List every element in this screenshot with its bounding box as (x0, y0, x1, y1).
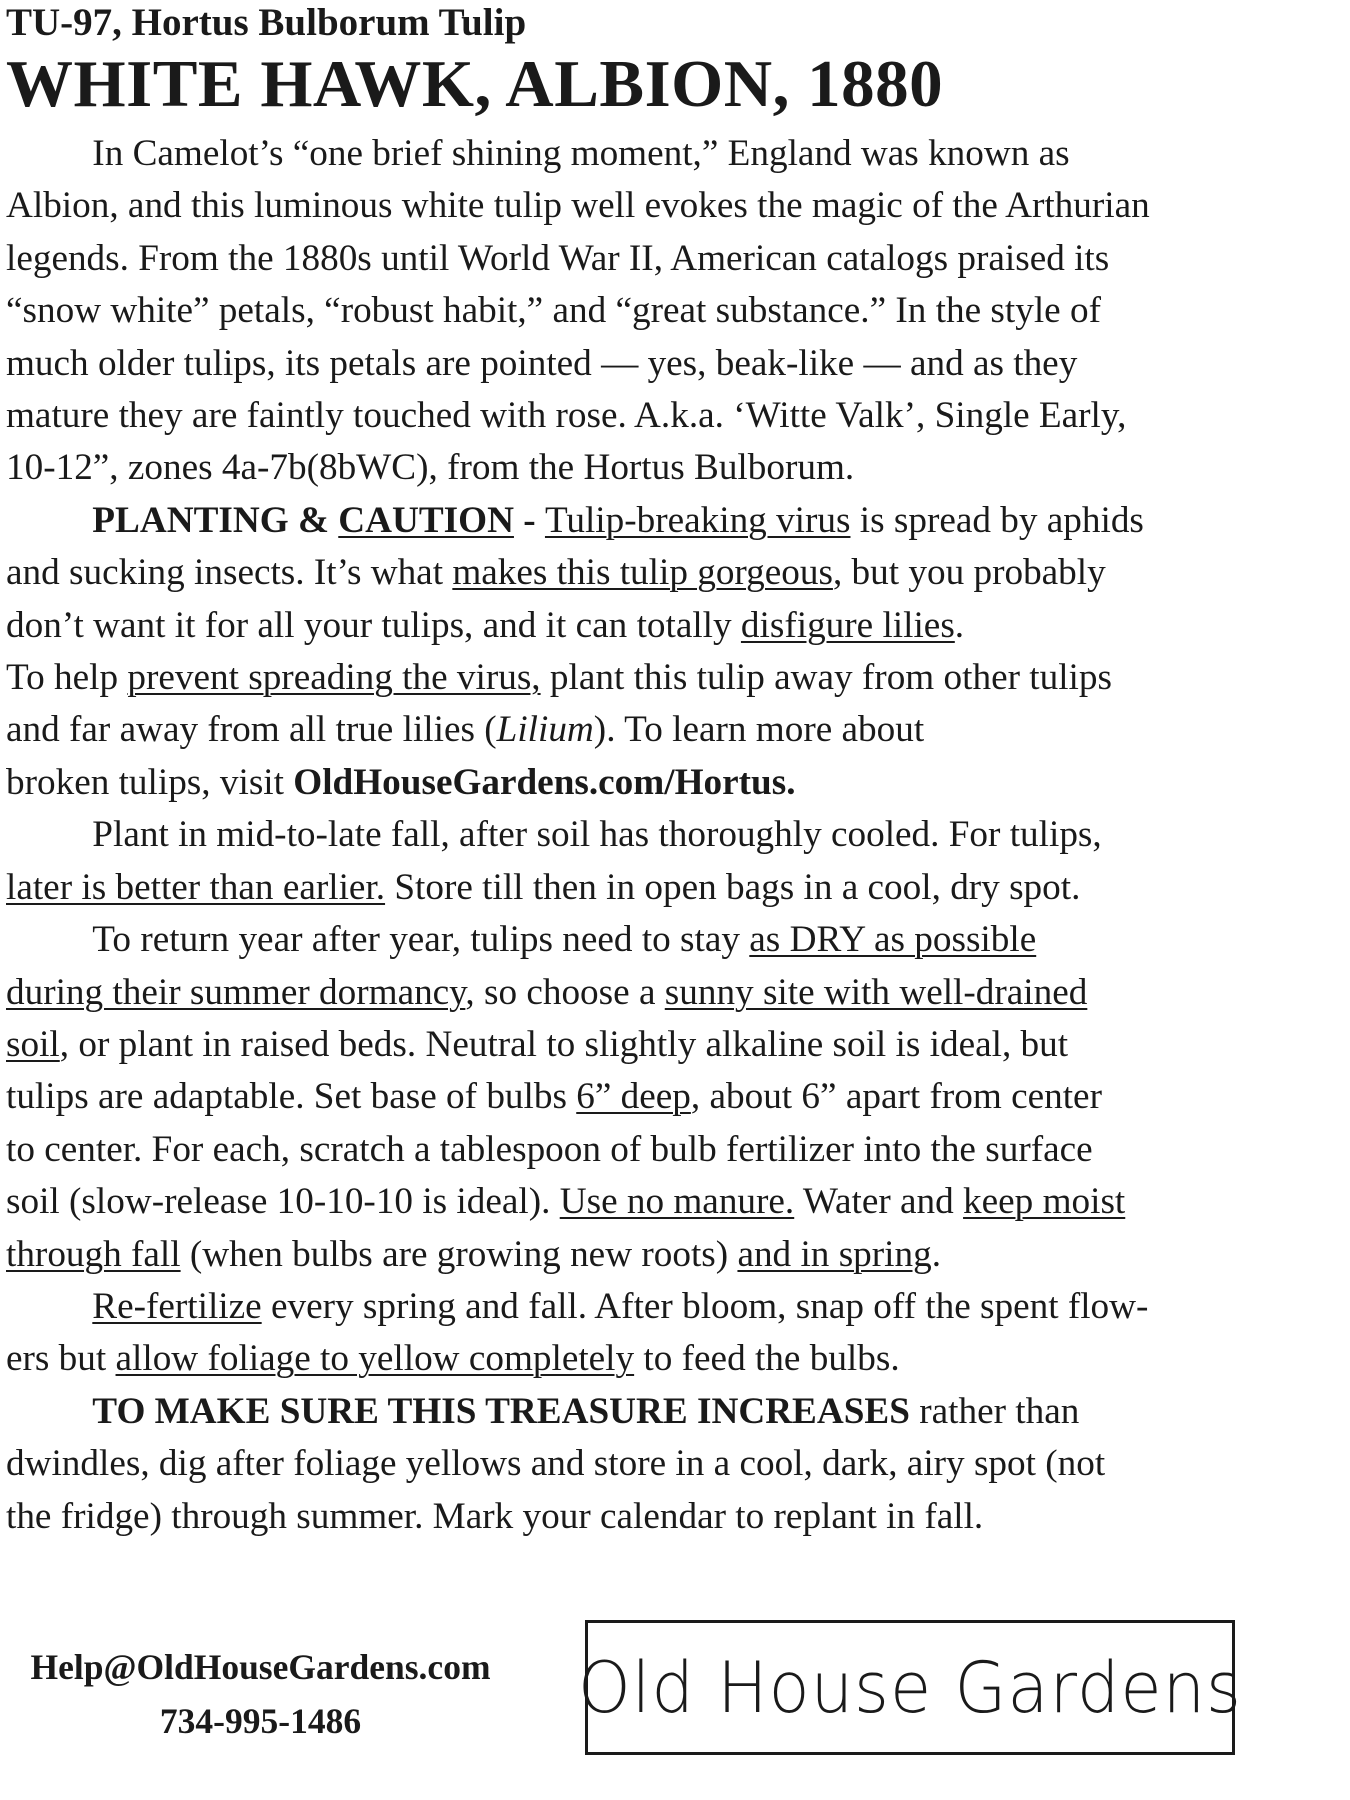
text-run: rather than (909, 1390, 1080, 1432)
text-run: In Camelot’s “one brief shining moment,” England was known as (92, 133, 1070, 174)
contact-email[interactable]: Help@OldHouseGardens.com (30, 1647, 491, 1687)
text-run: plant this tulip away from other tulips (540, 657, 1112, 699)
text-run: To help (6, 657, 128, 699)
text-run: (when bulbs are growing new roots) (180, 1233, 738, 1275)
text-run: to feed the bulbs. (634, 1338, 900, 1380)
text-line (6, 547, 1296, 599)
text-run: is spread by aphids (850, 499, 1144, 541)
text-run: the fridge) through summer. Mark your calendar to replant in fall. (6, 1495, 984, 1537)
text-line (6, 1491, 1296, 1543)
text-line (6, 1438, 1296, 1490)
text-run: tulips are adaptable. Set base of bulbs (6, 1076, 577, 1118)
text-run: , so choose a (465, 971, 665, 1013)
text-run: . (954, 604, 965, 646)
emphasis-underlined: sunny site with well-drained (664, 971, 1088, 1013)
text-run: . (931, 1233, 942, 1275)
text-run: soil (slow-release 10-10-10 is ideal). (6, 1181, 560, 1223)
emphasis-underlined: Re-fertilize (92, 1285, 262, 1327)
emphasis-underlined: through fall (6, 1233, 181, 1275)
text-run: every spring and fall. After bloom, snap off the spent flow- (261, 1285, 1149, 1327)
text-run: broken tulips, visit (6, 761, 294, 803)
text-run: , but you probably (832, 552, 1106, 594)
text-run: , about 6” apart from center (690, 1076, 1102, 1118)
emphasis-underlined: later is better than earlier. (6, 866, 386, 908)
text-run: Albion, and this luminous white tulip well evokes the magic of the Arthurian (6, 185, 1150, 227)
emphasis-underlined: soil (6, 1023, 60, 1065)
text-run: To return year after year, tulips need to stay (92, 919, 750, 961)
page-title: WHITE HAWK, ALBION, 1880 (6, 47, 944, 121)
text-line (6, 1124, 1296, 1176)
text-line (6, 600, 1296, 652)
emphasis-bold: - (513, 499, 545, 541)
text-run: ). To learn more about (593, 709, 925, 751)
text-line (6, 285, 1296, 337)
text-line (6, 1333, 1296, 1385)
emphasis-underlined: Tulip-breaking virus (544, 499, 851, 541)
text-line (6, 338, 1296, 390)
text-run: ers but (6, 1338, 116, 1380)
text-run: 10-12”, zones 4a-7b(8bWC), from the Hortus Bulborum. (6, 447, 855, 489)
text-run: Water and (794, 1181, 964, 1223)
text-line (6, 1229, 1296, 1281)
text-line (6, 442, 1296, 494)
text-line (6, 1281, 1296, 1333)
emphasis-underlined: allow foliage to yellow completely (115, 1338, 635, 1380)
text-run: and far away from all true lilies ( (6, 709, 497, 751)
description-text (6, 128, 1306, 1543)
seed-packet-back (6, 0, 1306, 1543)
text-run: , or plant in raised beds. Neutral to slightly alkaline soil is ideal, but (59, 1023, 1069, 1065)
emphasis-underlined: 6” deep (576, 1076, 691, 1118)
contact-block (8, 1640, 513, 1748)
text-run: don’t want it for all your tulips, and it can totally (6, 604, 741, 646)
contact-phone: 734-995-1486 (159, 1701, 362, 1741)
emphasis-underlined: prevent spreading the virus, (127, 657, 541, 699)
emphasis-underlined: makes this tulip gorgeous (452, 552, 833, 594)
text-line (6, 180, 1296, 232)
text-line (6, 914, 1296, 966)
text-line (6, 390, 1296, 442)
text-line (6, 495, 1296, 547)
text-line (6, 862, 1296, 914)
emphasis-underlined: disfigure lilies (740, 604, 955, 646)
emphasis-bold: PLANTING & (92, 499, 339, 541)
text-run: “snow white” petals, “robust habit,” and “great substance.” In the style of (6, 290, 1101, 332)
text-line (6, 809, 1296, 861)
text-run: mature they are faintly touched with rose. A.k.a. ‘Witte Valk’, Single Early, (6, 395, 1127, 437)
emphasis-underlined: during their summer dormancy (6, 971, 466, 1013)
product-code-line: TU-97, Hortus Bulborum Tulip (6, 1, 527, 44)
text-run: legends. From the 1880s until World War II, American catalogs praised its (6, 237, 1110, 279)
text-run: Store till then in open bags in a cool, dry spot. (385, 866, 1081, 908)
text-line (6, 1019, 1296, 1071)
emphasis-italic: Lilium (496, 709, 594, 751)
text-run: Plant in mid-to-late fall, after soil has thoroughly cooled. For tulips, (92, 814, 1102, 856)
emphasis-underlined: keep moist (963, 1181, 1126, 1223)
text-line (6, 1071, 1296, 1123)
text-run: to center. For each, scratch a tablespoon of bulb fertilizer into the surface (6, 1128, 1093, 1170)
text-run: much older tulips, its petals are pointed — yes, beak-like — and as they (6, 342, 1078, 384)
emphasis-bold: TO MAKE SURE THIS TREASURE INCREASES (92, 1390, 910, 1432)
text-line (6, 757, 1296, 809)
text-line (6, 704, 1296, 756)
text-line (6, 967, 1296, 1019)
text-run: dwindles, dig after foliage yellows and store in a cool, dark, airy spot (not (6, 1443, 1106, 1485)
text-line (6, 128, 1296, 180)
text-line (6, 1386, 1296, 1438)
text-run: and sucking insects. It’s what (6, 552, 453, 594)
emphasis-underlined: and in spring (737, 1233, 932, 1275)
text-line (6, 652, 1296, 704)
emphasis-underlined: CAUTION (338, 499, 514, 541)
text-line (6, 233, 1296, 285)
emphasis-bold: OldHouseGardens.com/Hortus. (293, 761, 796, 803)
text-line (6, 1176, 1296, 1228)
brand-logo (578, 1620, 1242, 1755)
emphasis-underlined: as DRY as possible (749, 919, 1037, 961)
logo-wordmark: Old House Gardens (578, 1646, 1242, 1729)
emphasis-underlined: Use no manure. (559, 1181, 795, 1223)
